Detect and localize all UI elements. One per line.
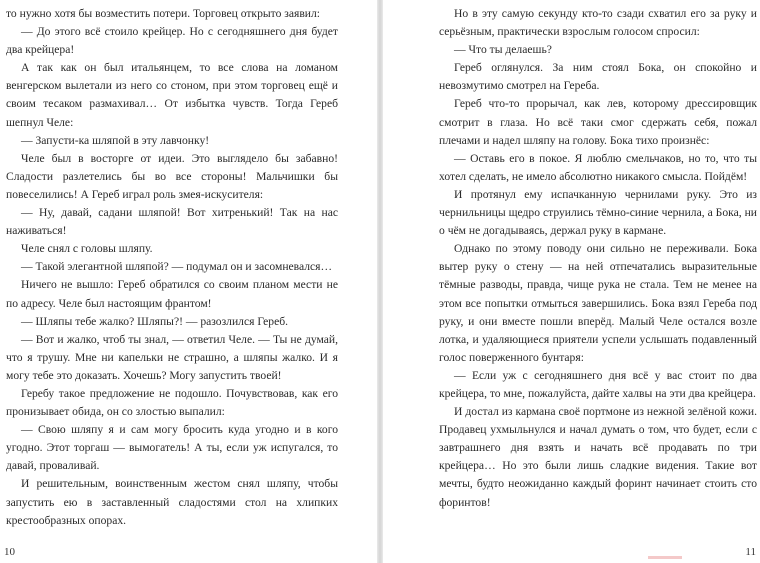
right-page — [383, 0, 760, 563]
paragraph: — Что ты делаешь? — [454, 43, 552, 57]
page-number-right: 11 — [745, 546, 756, 558]
paragraph: — Запусти-ка шляпой в эту лавчонку! — [21, 133, 210, 147]
paragraph: — Вот и жалко, чтоб ты знал, — ответил Челе. — Ты не думай, что я трушу. Мне ни капельки не страшно, а шляпы жалко. И я могу тебе это доказать. Хочешь? Могу запустить твоей! — [6, 332, 338, 382]
paragraph: то нужно хотя бы возместить потери. Торговец открыто заявил: — [6, 7, 321, 20]
paragraph: Челе снял с головы шляпу. — [21, 242, 153, 256]
page-number-left: 10 — [4, 546, 15, 558]
paragraph: Однако по этому поводу они сильно не переживали. Бока вытер руку о стену — на ней отпечатались выразительные тёмные разводы, правда, чище рука не стала. Тем не менее на этом все попытки отмыться завершились. Бока взял Гереба под руку, и они вместе пошли вперёд. Малый Челе остался возле лотка, и удаляющиеся приятели успели услышать подавленный голос поверженного бунтаря: — [439, 242, 757, 364]
paragraph: И решительным, воинственным жестом снял шляпу, чтобы запустить ею в заставленный сладостями стол на хлипких крестообразных опорах. — [6, 477, 338, 527]
paragraph: Ничего не вышло: Гереб обратился со своим планом мести не по адресу. Челе был настоящим франтом! — [6, 278, 338, 310]
paragraph: И достал из кармана своё портмоне из нежной зелёной кожи. Продавец ухмыльнулся и начал думать о том, что будет, если с завтрашнего дня взять и начать всё продавать по три крейцера… Но это были лишь сладкие видения. Такие вот мечты, будто неожиданно каждый форинт начинает стоить сто форинтов! — [439, 405, 757, 509]
paragraph: — Такой элегантной шляпой? — подумал он и засомневался… — [21, 260, 333, 274]
paragraph: — Ну, давай, садани шляпой! Вот хитренький! Так на нас наживаться! — [6, 206, 338, 238]
paragraph: — Свою шляпу я и сам могу бросить куда угодно и в кого угодно. Этот торгаш — вымогатель! А ты, если уж испугался, то давай, проваливай. — [6, 423, 338, 473]
paragraph: — Если уж с сегодняшнего дня всё у вас стоит по два крейцера, то мне, пожалуйста, дайте халвы на эти два крейцера. — [439, 368, 757, 400]
left-page — [0, 0, 377, 563]
paragraph: Но в эту самую секунду кто-то сзади схватил его за руку и серьёзным, практически взрослым голосом спросил: — [439, 7, 757, 39]
paragraph: — До этого всё стоило крейцер. Но с сегодняшнего дня будет два крейцера! — [6, 25, 338, 57]
left-page-text — [6, 5, 338, 530]
paragraph: Гереб оглянулся. За ним стоял Бока, он спокойно и невозмутимо смотрел на Гереба. — [439, 61, 757, 93]
paragraph: И протянул ему испачканную чернилами руку. Это из чернильницы щедро струились тёмно-синие чернила, а Бока, ни о чём не догадываясь, держал руку в кармане. — [439, 187, 757, 238]
pink-mark — [648, 556, 682, 559]
right-page-text — [439, 5, 757, 512]
paragraph: Гереб что-то прорычал, как лев, которому дрессировщик смотрит в глаза. Но всё таки смог сдержать себя, пожал плечами и надел шляпу на голову. Бока тихо произнёс: — [439, 97, 757, 147]
paragraph: А так как он был итальянцем, то все слова на ломаном венгерском вылетали из него со стоном, при этом торговец ещё и своим тесаком размахивал… От избытка чувств. Тогда Гереб шепнул Челе: — [6, 61, 338, 129]
paragraph: Геребу такое предложение не подошло. Почувствовав, как его пронизывает обида, он со злостью выпалил: — [6, 386, 338, 419]
paragraph: Челе был в восторге от идеи. Это выглядело бы забавно! Сладости разлетелись бы во все стороны! Мальчишки бы повеселились! А Гереб играл роль змея-искусителя: — [6, 151, 338, 201]
paragraph: — Оставь его в покое. Я люблю смельчаков, но то, что ты хотел сделать, не имело абсолютно никакого смысла. Пойдём! — [439, 151, 757, 183]
paragraph: — Шляпы тебе жалко? Шляпы?! — разозлился Гереб. — [21, 314, 289, 328]
